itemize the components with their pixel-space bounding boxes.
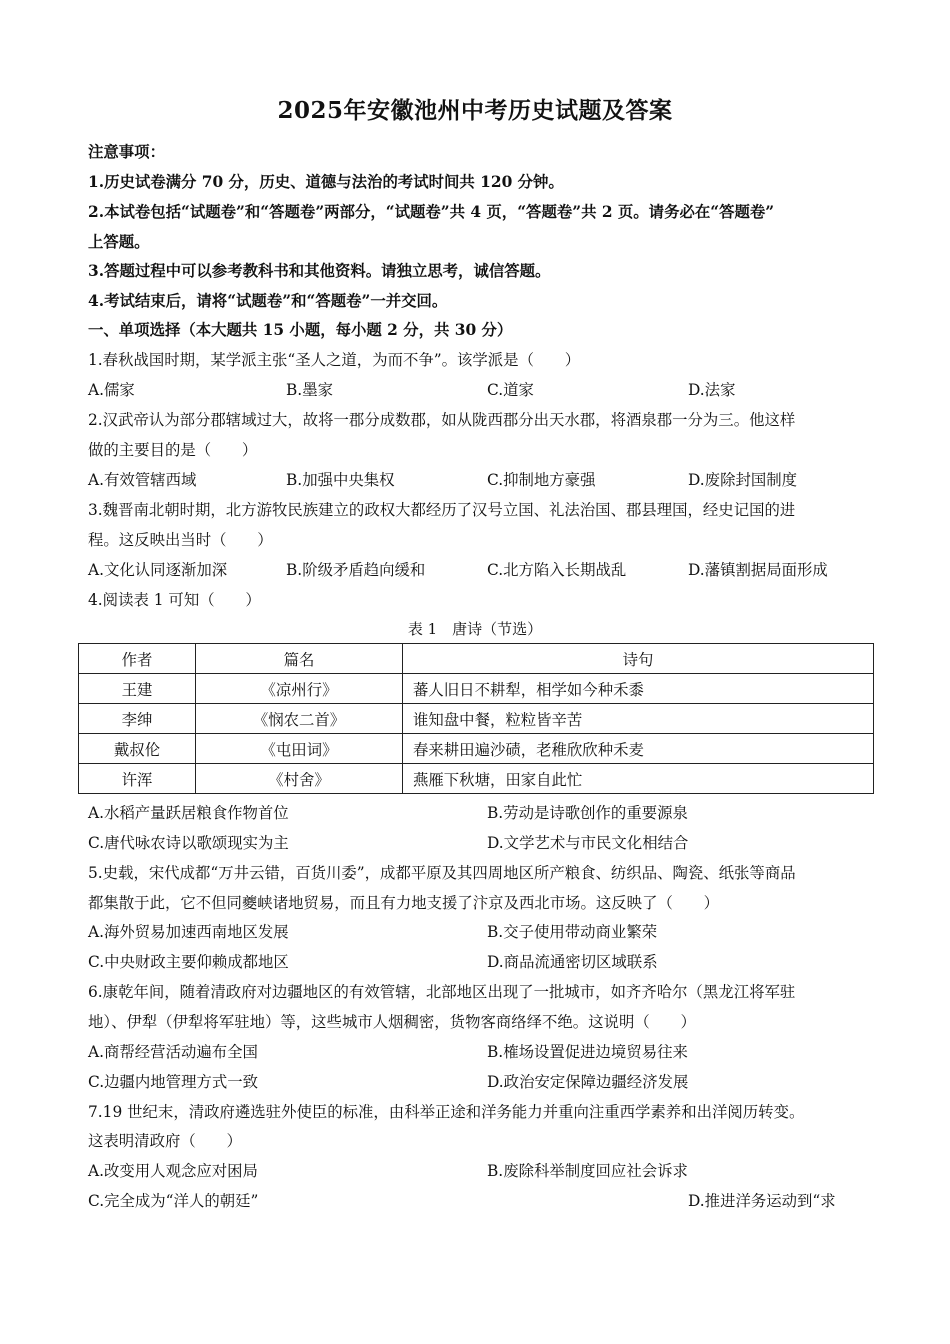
question-5-option-b: B.交子使用带动商业繁荣	[487, 923, 658, 941]
table-row	[79, 734, 874, 764]
table-cell-title: 《村舍》	[196, 764, 403, 794]
question-3-option-c: C.北方陷入长期战乱	[487, 561, 627, 579]
question-7-option-a: A.改变用人观念应对困局	[88, 1162, 258, 1180]
notice-item-2-cont: 上答题。	[88, 233, 150, 251]
question-2-option-a: A.有效管辖西域	[88, 471, 197, 489]
table-cell-title: 《屯田词》	[196, 734, 403, 764]
question-4-option-d: D.文学艺术与市民文化相结合	[487, 834, 689, 852]
section-heading: 一、单项选择（本大题共 15 小题，每小题 2 分，共 30 分）	[88, 321, 513, 339]
question-7-option-b: B.废除科举制度回应社会诉求	[487, 1162, 688, 1180]
question-5-option-a: A.海外贸易加速西南地区发展	[88, 923, 289, 941]
table-cell-verse: 蕃人旧日不耕犁，相学如今种禾黍	[403, 674, 874, 704]
question-3-option-d: D.藩镇割据局面形成	[688, 561, 828, 579]
question-2-option-c: C.抑制地方豪强	[487, 471, 596, 489]
question-1-stem: 1.春秋战国时期，某学派主张“圣人之道，为而不争”。该学派是（ ）	[88, 351, 581, 369]
question-6-option-c: C.边疆内地管理方式一致	[88, 1073, 259, 1091]
question-7-stem-cont: 这表明清政府（ ）	[88, 1132, 242, 1150]
question-6-option-d: D.政治安定保障边疆经济发展	[487, 1073, 689, 1091]
question-5-stem-cont: 都集散于此，它不但同夔峡诸地贸易，而且有力地支援了汴京及西北市场。这反映了（ ）	[88, 894, 720, 912]
question-7-option-d: D.推进洋务运动到“求	[688, 1192, 836, 1210]
question-1-option-b: B.墨家	[286, 381, 333, 399]
table-cell-verse: 谁知盘中餐，粒粒皆辛苦	[403, 704, 874, 734]
question-5-stem: 5.史载，宋代成都“万井云错，百货川委”，成都平原及其四周地区所产粮食、纺织品、陶瓷、纸张等商品	[88, 864, 796, 882]
notice-item-4: 4.考试结束后，请将“试题卷”和“答题卷”一并交回。	[88, 292, 448, 310]
question-5-option-d: D.商品流通密切区域联系	[487, 953, 658, 971]
table-header-title: 篇名	[196, 644, 403, 674]
table-row	[79, 704, 874, 734]
question-1-option-c: C.道家	[487, 381, 534, 399]
table-header-verse: 诗句	[403, 644, 874, 674]
table-header-row	[79, 644, 874, 674]
question-6-option-b: B.榷场设置促进边境贸易往来	[487, 1043, 688, 1061]
question-4-stem: 4.阅读表 1 可知（ ）	[88, 591, 261, 609]
question-3-option-a: A.文化认同逐渐加深	[88, 561, 228, 579]
table-cell-author: 许浑	[79, 764, 196, 794]
table-cell-author: 王建	[79, 674, 196, 704]
question-6-stem-cont: 地）、伊犁（伊犁将军驻地）等，这些城市人烟稠密，货物客商络绎不绝。这说明（ ）	[88, 1013, 696, 1031]
table-row	[79, 764, 874, 794]
table-cell-title: 《凉州行》	[196, 674, 403, 704]
notice-heading: 注意事项：	[88, 143, 165, 161]
question-1-option-d: D.法家	[688, 381, 736, 399]
question-4-option-b: B.劳动是诗歌创作的重要源泉	[487, 804, 688, 822]
table-header-author: 作者	[79, 644, 196, 674]
notice-item-2: 2.本试卷包括“试题卷”和“答题卷”两部分，“试题卷”共 4 页，“答题卷”共 2 页。请务必在“答题卷”	[88, 203, 775, 221]
question-3-stem-cont: 程。这反映出当时（ ）	[88, 531, 273, 549]
question-7-option-c: C.完全成为“洋人的朝廷”	[88, 1192, 259, 1210]
notice-item-1: 1.历史试卷满分 70 分，历史、道德与法治的考试时间共 120 分钟。	[88, 173, 564, 191]
table-cell-verse: 燕雁下秋塘，田家自此忙	[403, 764, 874, 794]
table-cell-author: 戴叔伦	[79, 734, 196, 764]
table-cell-verse: 春来耕田遍沙碛，老稚欣欣种禾麦	[403, 734, 874, 764]
poem-table	[78, 643, 874, 794]
table-row	[79, 674, 874, 704]
question-4-option-c: C.唐代咏农诗以歌颂现实为主	[88, 834, 289, 852]
question-2-stem: 2.汉武帝认为部分郡辖域过大，故将一郡分成数郡，如从陇西郡分出天水郡，将酒泉郡一分为三。他这样	[88, 411, 796, 429]
question-1-option-a: A.儒家	[88, 381, 135, 399]
question-2-stem-cont: 做的主要目的是（ ）	[88, 441, 258, 459]
question-6-stem: 6.康乾年间，随着清政府对边疆地区的有效管辖，北部地区出现了一批城市，如齐齐哈尔（黑龙江将军驻	[88, 983, 796, 1001]
question-6-option-a: A.商帮经营活动遍布全国	[88, 1043, 258, 1061]
question-2-option-b: B.加强中央集权	[286, 471, 395, 489]
table-caption: 表 1 唐诗（节选）	[407, 620, 543, 638]
question-7-stem: 7.19 世纪末，清政府遴选驻外使臣的标准，由科举正途和洋务能力并重向注重西学素养和出洋阅历转变。	[88, 1103, 805, 1121]
page-title: 2025年安徽池州中考历史试题及答案	[277, 97, 673, 124]
table-cell-title: 《悯农二首》	[196, 704, 403, 734]
question-3-stem: 3.魏晋南北朝时期，北方游牧民族建立的政权大都经历了汉号立国、礼法治国、郡县理国，经史记国的进	[88, 501, 796, 519]
question-3-option-b: B.阶级矛盾趋向缓和	[286, 561, 426, 579]
question-4-option-a: A.水稻产量跃居粮食作物首位	[88, 804, 289, 822]
table-cell-author: 李绅	[79, 704, 196, 734]
question-5-option-c: C.中央财政主要仰赖成都地区	[88, 953, 289, 971]
notice-item-3: 3.答题过程中可以参考教科书和其他资料。请独立思考，诚信答题。	[88, 262, 551, 280]
question-2-option-d: D.废除封国制度	[688, 471, 798, 489]
